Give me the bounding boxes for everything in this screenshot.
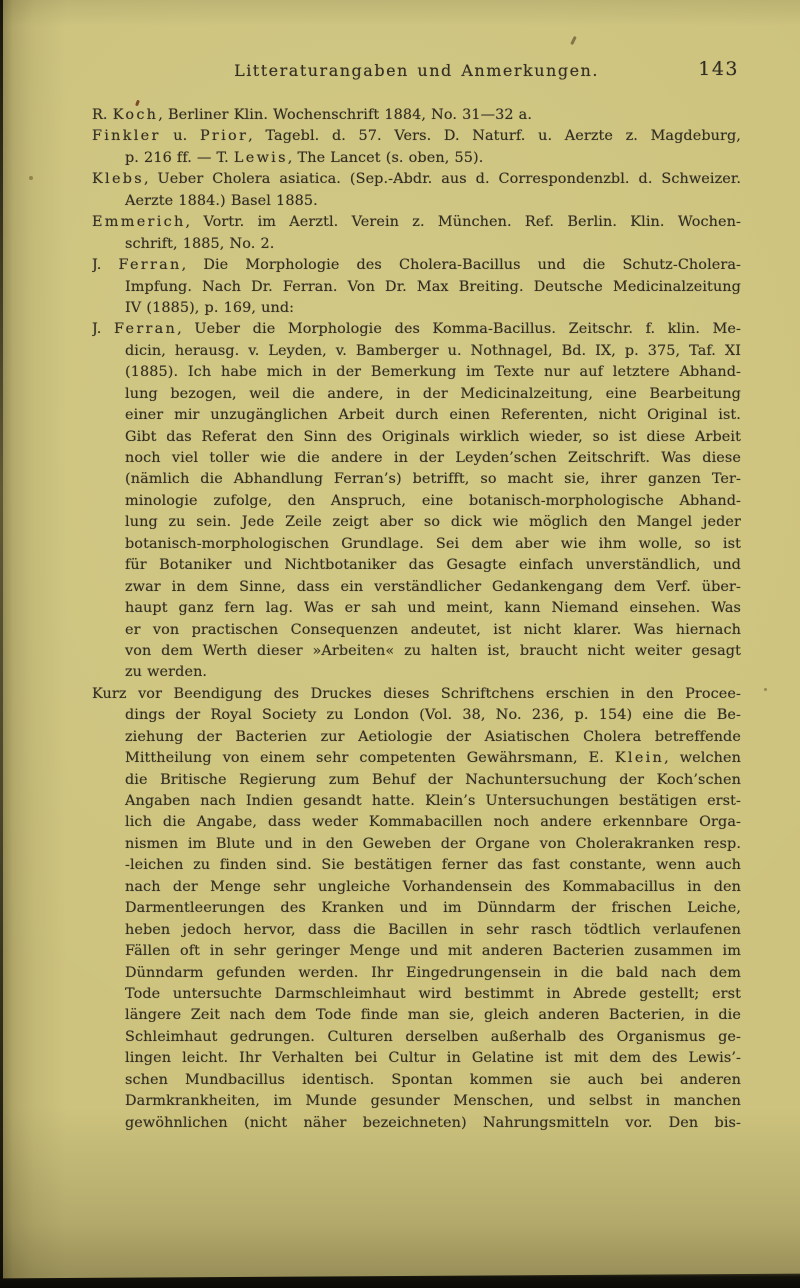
paper-speck	[29, 176, 33, 180]
text-segment: lingen leicht. Ihr Verhalten bei Cultur in Gelatine ist mit dem des Lewis’-	[125, 1050, 741, 1067]
text-segment: für Botaniker und Nichtbotaniker das Gesagte einfach unverständlich, und	[125, 557, 741, 574]
text-line	[92, 620, 741, 641]
running-title: Litteraturangaben und Anmerkungen.	[234, 61, 599, 80]
text-line	[92, 748, 741, 769]
author-name: Lewis	[233, 149, 288, 166]
paper-speck	[764, 688, 767, 691]
text-line	[92, 105, 741, 126]
text-line	[92, 941, 741, 962]
text-segment: Impfung. Nach Dr. Ferran. Von Dr. Max Breiting. Deutsche Medicinalzeitung	[125, 278, 741, 295]
author-name: Emmerich	[92, 214, 186, 231]
text-segment: botanisch-morphologischen Grundlage. Sei dem aber wie ihm wolle, so ist	[125, 535, 741, 552]
text-line	[92, 963, 741, 984]
text-segment: schen Mundbacillus identisch. Spontan kommen sie auch bei anderen	[125, 1071, 741, 1088]
page-header	[92, 58, 741, 87]
author-name: Klebs	[92, 171, 144, 188]
text-segment: dings der Royal Society zu London (Vol. 38, No. 236, p. 154) eine die Be-	[125, 707, 741, 724]
text-segment: , The Lancet (s. oben, 55).	[287, 149, 484, 166]
reference-text-block	[92, 105, 741, 1134]
text-line	[92, 341, 741, 362]
text-segment: ziehung der Bacterien zur Aetiologie der Asiatischen Cholera betreffende	[125, 728, 741, 745]
text-segment: IV (1885), p. 169, und:	[125, 299, 295, 316]
author-name: Finkler	[92, 128, 161, 145]
text-segment: noch viel toller wie die andere in der Leyden’schen Zeitschrift. Was diese	[125, 450, 741, 466]
text-line	[92, 1070, 741, 1091]
author-name: Ferran	[114, 321, 178, 338]
text-segment: minologie zufolge, den Anspruch, eine botanisch-morphologische Abhand-	[125, 492, 741, 509]
text-line	[92, 855, 741, 876]
author-name: Klein	[614, 750, 665, 767]
book-binding-edge	[0, 0, 3, 1288]
text-line	[92, 1027, 741, 1048]
text-segment: lich die Angabe, dass weder Kommabacillen noch andere erkennbare Orga-	[125, 814, 741, 831]
text-line	[92, 234, 741, 255]
text-line	[92, 1048, 741, 1069]
text-line	[92, 662, 741, 683]
text-segment: , Die Morphologie des Cholera-Bacillus und die Schutz-Cholera-	[181, 257, 741, 274]
text-line	[92, 791, 741, 812]
text-segment: die Britische Regierung zum Behuf der Nachuntersuchung der Koch’schen	[125, 771, 741, 788]
text-segment: u.	[160, 128, 200, 145]
text-segment: -leichen zu finden sind. Sie bestätigen ferner das fast constante, wenn auch	[125, 857, 741, 874]
text-line	[92, 920, 741, 941]
text-line	[92, 534, 741, 555]
text-line	[92, 448, 741, 469]
text-segment: J.	[92, 321, 114, 338]
text-line	[92, 362, 741, 383]
text-segment: Darmentleerungen des Kranken und im Dünndarm der frischen Leiche,	[125, 900, 741, 917]
text-line	[92, 1091, 741, 1112]
author-name: Ferran	[118, 257, 182, 274]
text-line	[92, 834, 741, 855]
text-line	[92, 1113, 741, 1134]
text-line	[92, 1005, 741, 1026]
page-bottom-edge	[0, 1272, 800, 1288]
text-segment: dicin, herausg. v. Leyden, v. Bamberger u. Nothnagel, Bd. IX, p. 375, Taf. XI	[125, 342, 741, 359]
text-segment: gewöhnlichen (nicht näher bezeichneten) Nahrungsmitteln vor. Den bis-	[125, 1114, 741, 1131]
text-segment: längere Zeit nach dem Tode finde man sie, gleich anderen Bacterien, in die	[125, 1007, 741, 1024]
text-segment: , Berliner Klin. Wochenschrift 1884, No. 31—32 a.	[158, 107, 533, 123]
text-segment: , Tagebl. d. 57. Vers. D. Naturf. u. Aerzte z. Magdeburg,	[248, 128, 741, 145]
text-segment: p. 216 ff. — T.	[125, 149, 234, 166]
text-segment: Angaben nach Indien gesandt hatte. Klein’s Untersuchungen bestätigen erst-	[125, 793, 741, 809]
text-line	[92, 469, 741, 490]
text-line	[92, 555, 741, 576]
text-segment: (nämlich die Abhandlung Ferran’s) betrifft, so macht sie, ihrer ganzen Ter-	[125, 471, 741, 488]
text-line	[92, 898, 741, 919]
text-segment: Schleimhaut gedrungen. Culturen derselben außerhalb des Organismus ge-	[125, 1028, 741, 1045]
text-line	[92, 255, 741, 276]
text-line	[92, 684, 741, 705]
text-line	[92, 984, 741, 1005]
text-segment: schrift, 1885, No. 2.	[125, 235, 275, 252]
text-line	[92, 727, 741, 748]
text-line	[92, 812, 741, 833]
text-segment: Aerzte 1884.) Basel 1885.	[125, 192, 318, 209]
text-segment: (1885). Ich habe mich in der Bemerkung im Texte nur auf letztere Abhand-	[125, 364, 741, 381]
text-segment: zwar in dem Sinne, dass ein verständlicher Gedankengang dem Verf. über-	[125, 578, 741, 595]
text-line	[92, 319, 741, 340]
text-line	[92, 770, 741, 791]
text-segment: von dem Werth dieser »Arbeiten« zu halten ist, braucht nicht weiter gesagt	[125, 642, 741, 659]
text-line	[92, 641, 741, 662]
text-segment: Mittheilung von einem sehr competenten Gewährsmann, E.	[125, 750, 615, 767]
text-segment: , Ueber die Morphologie des Komma-Bacillus. Zeitschr. f. klin. Me-	[177, 321, 741, 338]
text-line	[92, 491, 741, 512]
text-segment: Kurz vor Beendigung des Druckes dieses Schriftchens erschien in den Procee-	[92, 685, 741, 702]
text-segment: nach der Menge sehr ungleiche Vorhandensein des Kommabacillus in den	[125, 878, 741, 895]
text-line	[92, 877, 741, 898]
text-line	[92, 577, 741, 598]
text-line	[92, 427, 741, 448]
text-segment: heben jedoch hervor, dass die Bacillen in sehr rasch tödtlich verlaufenen	[125, 921, 741, 938]
text-segment: Fällen oft in sehr geringer Menge und mit anderen Bacterien zusammen im	[125, 943, 741, 960]
text-segment: zu werden.	[125, 664, 208, 681]
text-segment: R.	[92, 107, 113, 123]
text-segment: , welchen	[664, 750, 741, 767]
text-line	[92, 598, 741, 619]
text-segment: Gibt das Referat den Sinn des Originals wirklich wieder, so ist diese Arbeit	[125, 428, 741, 445]
text-line	[92, 384, 741, 405]
text-segment: J.	[92, 257, 119, 274]
text-segment: nismen im Blute und in den Geweben der Organe von Cholerakranken resp.	[125, 835, 741, 852]
text-segment: , Ueber Cholera asiatica. (Sep.-Abdr. aus d. Correspondenzbl. d. Schweizer.	[143, 171, 741, 188]
text-segment: haupt ganz fern lag. Was er sah und meint, kann Niemand einsehen. Was	[125, 600, 741, 617]
text-line	[92, 705, 741, 726]
text-line	[92, 148, 741, 169]
text-segment: , Vortr. im Aerztl. Verein z. München. Ref. Berlin. Klin. Wochen-	[185, 214, 741, 231]
text-line	[92, 298, 741, 319]
author-name: Prior	[199, 128, 249, 145]
text-segment: Dünndarm gefunden werden. Ihr Eingedrungensein in die bald nach dem	[125, 964, 741, 981]
text-segment: er von practischen Consequenzen andeutet, ist nicht klarer. Was hiernach	[125, 621, 741, 638]
paper-speck	[570, 36, 577, 45]
page-number: 143	[698, 58, 739, 80]
text-line	[92, 126, 741, 147]
text-line	[92, 191, 741, 212]
text-line	[92, 405, 741, 426]
text-segment: lung zu sein. Jede Zeile zeigt aber so dick wie möglich den Mangel jeder	[125, 514, 741, 531]
author-name: Koch	[112, 107, 159, 123]
text-line	[92, 277, 741, 298]
text-line	[92, 512, 741, 533]
text-line	[92, 169, 741, 190]
text-segment: einer mir unzugänglichen Arbeit durch einen Referenten, nicht Original ist.	[125, 407, 741, 424]
text-segment: Darmkrankheiten, im Munde gesunder Menschen, und selbst in manchen	[125, 1093, 741, 1110]
text-segment: lung bezogen, weil die andere, in der Medicinalzeitung, eine Bearbeitung	[125, 385, 741, 402]
text-line	[92, 212, 741, 233]
text-segment: Tode untersuchte Darmschleimhaut wird bestimmt in Abrede gestellt; erst	[125, 985, 741, 1002]
